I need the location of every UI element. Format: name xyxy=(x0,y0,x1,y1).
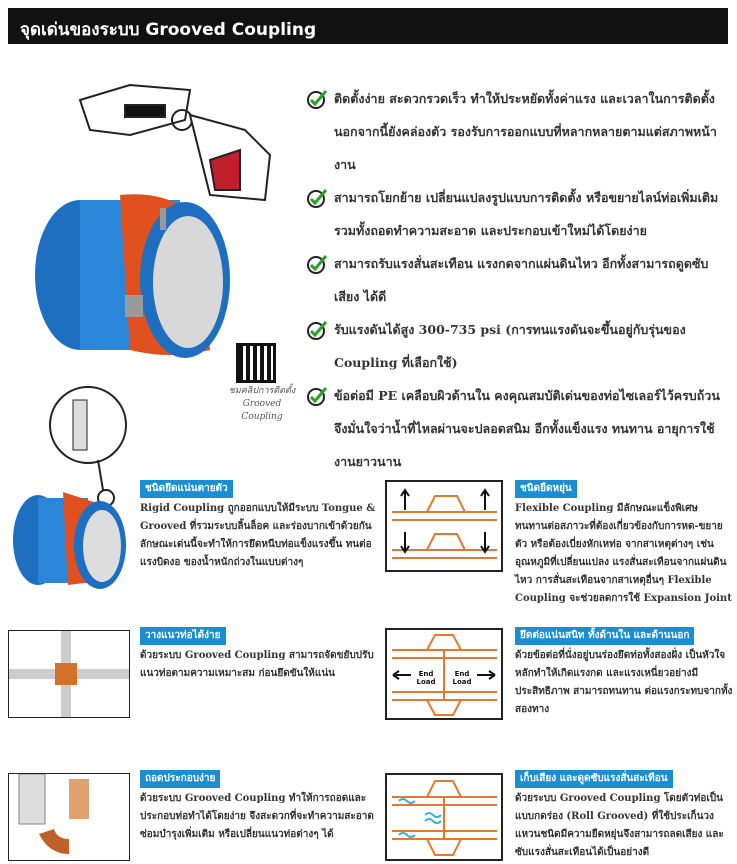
detail-callout xyxy=(80,85,270,200)
feature-text: สามารถโยกย้าย เปลี่ยนแปลงรูปแบบการติดตั้ง หรือขยายไลน์ท่อเพิ่มเติม รวมทั้งถอดทำความสะอาด และประกอบเข้าใหม่ได้โดยง่าย xyxy=(334,190,719,238)
section-text: Rigid Coupling ถูกออกแบบให้มีระบบ Tongue & Grooved ที่รวมระบบลิ้นล็อค และร่องบากเข้าด้วยกัน ลักษณะเด่นนี้จะทำให้การยึดหนีบท่อแข็งแรงขึ้น ทนต่อแรงบิดงอ ของน้ำหนักถ่วงในแบบต่างๆ xyxy=(140,503,376,568)
section-noise-absorption xyxy=(515,770,733,862)
feature-item xyxy=(306,313,731,379)
section-text: Flexible Coupling มีลักษณะแข็งพิเศษ ทนทานต่อสภาวะที่ต้องเกี่ยวข้องกับการหด-ขยายตัว หรือต้องเบี่ยงหักเหท่อ จากสาเหตุต่างๆ เช่น อุณหภูมิที่เปลี่ยนแปลง แรงสั่นสะเทือนจากแผ่นดินไหว การสั่นสะเทือนจากสาเหตุอื่นๆ Flexible Coupling จะช่วยลดการใช้ Expansion Joint xyxy=(515,503,732,604)
section-text: ด้วยข้อต่อที่นั่งอยู่บนร่องยึดท่อทั้งสองฝั่ง เป็นหัวใจหลักทำให้เกิดแรงกด และแรงเหนี่ยวอย่างมีประสิทธิภาพ สามารถทนทาน ต่อแรงกระทบจากทั้งสองทาง xyxy=(515,650,733,715)
rigid-coupling-illustration xyxy=(8,380,136,595)
disassembly-illustration xyxy=(8,773,130,861)
qr-caption-line2: Grooved Coupling xyxy=(241,399,283,422)
check-icon xyxy=(306,181,334,214)
coupling-illustration xyxy=(10,60,300,380)
check-icon xyxy=(306,82,334,115)
section-label: ชนิดยืดหยุ่น xyxy=(515,480,577,498)
section-label: ยึดต่อแน่นสนิท ทั้งด้านใน และด้านนอก xyxy=(515,627,694,645)
check-icon xyxy=(306,313,334,346)
page-title: จุดเด่นของระบบ Grooved Coupling xyxy=(8,8,728,44)
flexible-coupling-diagram xyxy=(385,480,503,572)
end-load-label-right: End Load xyxy=(452,670,472,686)
noise-absorption-diagram xyxy=(385,773,503,861)
feature-item xyxy=(306,181,731,247)
feature-item xyxy=(306,82,731,181)
qr-code[interactable] xyxy=(236,343,276,383)
qr-caption-line1: ชมคลิปการติดตั้ง xyxy=(228,386,296,396)
check-icon xyxy=(306,379,334,412)
section-label: ชนิดยึดแน่นตายตัว xyxy=(140,480,233,498)
section-pipe-alignment xyxy=(140,627,378,683)
feature-text: สามารถรับแรงสั่นสะเทือน แรงกดจากแผ่นดินไหว อีกทั้งสามารถดูดซับเสียง ได้ดี xyxy=(334,256,709,304)
feature-item xyxy=(306,247,731,313)
feature-item xyxy=(306,379,731,478)
feature-text: ข้อต่อมี PE เคลือบผิวด้านใน คงคุณสมบัติเด่นของท่อไซเลอร์ไว้ครบถ้วน จึงมั่นใจว่าน้ำที่ไหลผ่านจะปลอดสนิม อีกทั้งแข็งแรง ทนทาน อายุการใช้งานยาวนาน xyxy=(334,388,720,469)
feature-text: ติดตั้งง่าย สะดวกรวดเร็ว ทำให้ประหยัดทั้งค่าแรง และเวลาในการติดตั้ง นอกจากนี้ยังคล่องตัว รองรับการออกแบบที่หลากหลายตามแต่สภาพหน้างาน xyxy=(334,91,717,172)
pipe-alignment-illustration xyxy=(8,630,130,718)
section-easy-disassembly xyxy=(140,770,378,844)
section-label: วางแนวท่อได้ง่าย xyxy=(140,627,226,645)
section-text: ด้วยระบบ Grooved Coupling สามารถจัดขยับปรับ แนวท่อตามความเหมาะสม ก่อนยึดขันให้แน่น xyxy=(140,650,374,679)
feature-list xyxy=(306,82,731,478)
end-load-label-left: End Load xyxy=(416,670,436,686)
section-text: ด้วยระบบ Grooved Coupling ทำให้การถอดและประกอบท่อทำได้โดยง่าย จึงสะดวกที่จะทำความสะอาด ซ่อมบำรุงเพิ่มเติม หรือเปลี่ยนแนวท่อต่างๆ ได้ xyxy=(140,793,374,840)
qr-caption xyxy=(222,385,302,424)
section-text: ด้วยระบบ Grooved Coupling โดยตัวท่อเป็นแบบกดร่อง (Roll Grooved) ที่ใช้ประเก็นวงแหวนชนิดมีความยืดหยุ่นจึงสามารถลดเสียง และซับแรงสั่นสะเทือนได้เป็นอย่างดี xyxy=(515,793,724,858)
section-rigid-coupling xyxy=(140,480,378,572)
end-load-diagram xyxy=(385,628,503,720)
section-label: เก็บเสียง และดูดซับแรงสั่นสะเทือน xyxy=(515,770,673,788)
section-tight-seal xyxy=(515,627,733,719)
feature-text: รับแรงดันได้สูง 300-735 psi (การทนแรงดันจะขึ้นอยู่กับรุ่นของ Coupling ที่เลือกใช้) xyxy=(334,322,686,370)
section-flexible-coupling xyxy=(515,480,733,608)
check-icon xyxy=(306,247,334,280)
section-label: ถอดประกอบง่าย xyxy=(140,770,220,788)
